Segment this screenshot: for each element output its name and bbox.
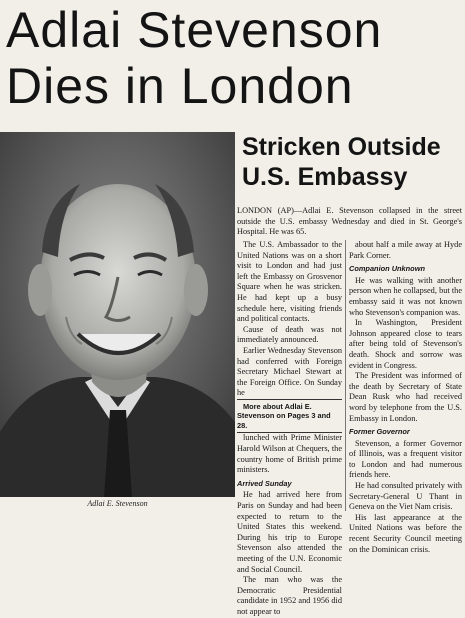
column2-paragraph: His last appearance at the United Nations was before the recent Security Council meeting on the Dominican crisis. [349, 512, 462, 554]
headline [6, 2, 461, 114]
column2-paragraph: Stevenson, a former Governor of Illinois, was a frequent visitor to London and had numerous friends here. [349, 438, 462, 480]
subhead-line-2: U.S. Embassy [242, 163, 408, 191]
column-divider [345, 240, 346, 511]
portrait-photo [0, 132, 235, 497]
column2-paragraph: The President was informed of the death by Secretary of State Dean Rusk who had received word by telephone from the U.S. Embassy in London. [349, 371, 462, 423]
article-column-2 [349, 240, 462, 554]
headline-line-1: Adlai Stevenson [6, 2, 383, 58]
column1-paragraph: Cause of death was not immediately announced. [237, 324, 342, 345]
column1-paragraph: He had arrived here from Paris on Sunday and had been expected to return to the United States this weekend. During his trip to Europe Stevenson also attended the meeting of the U.N. Economic and Social Council. [237, 490, 342, 574]
column1-paragraph: The U.S. Ambassador to the United Nations was on a short visit to London and had just left the Embassy on Grosvenor Square when he was stricken. He had kept up a busy schedule here, visiting friends and political contacts. [237, 240, 342, 324]
subhead-line-1: Stricken Outside [242, 133, 441, 161]
article-column-1 [237, 240, 342, 616]
photo-caption: Adlai E. Stevenson [87, 499, 148, 508]
column2-paragraph: He was walking with another person when he collapsed, but the embassy said it was not known who Stevenson's companion was. [349, 275, 462, 317]
column2-paragraph: about half a mile away at Hyde Park Corner. [349, 240, 462, 260]
column2-paragraph: In Washington, President Johnson appeared close to tears after being told of Stevenson's death. Shock and sorrow was evident in Congress. [349, 318, 462, 370]
column2-paragraph: He had consulted privately with Secretary-General U Thant in Geneva on the Viet Nam crisis. [349, 481, 462, 512]
column1-paragraph: lunched with Prime Minister Harold Wilson at Chequers, the country home of British prime ministers. [237, 433, 342, 475]
headline-line-2: Dies in London [6, 58, 354, 114]
lead-paragraph: LONDON (AP)—Adlai E. Stevenson collapsed in the street outside the U.S. embassy Wednesday and died in St. George's Hospital. He was 65. [237, 206, 462, 237]
column1-paragraph: Earlier Wednesday Stevenson had conferred with Foreign Secretary Michael Stewart at the Foreign Office. On Sunday he [237, 345, 342, 398]
section-heading: Companion Unknown [349, 264, 425, 274]
column1-paragraph: The man who was the Democratic Presidential candidate in 1952 and 1956 did not appear to [237, 575, 342, 616]
page-reference-box: More about Adlai E. Stevenson on Pages 3 and 28. [237, 399, 342, 434]
section-heading: Arrived Sunday [237, 478, 292, 488]
section-heading: Former Governor [349, 427, 410, 437]
subhead [242, 132, 462, 192]
